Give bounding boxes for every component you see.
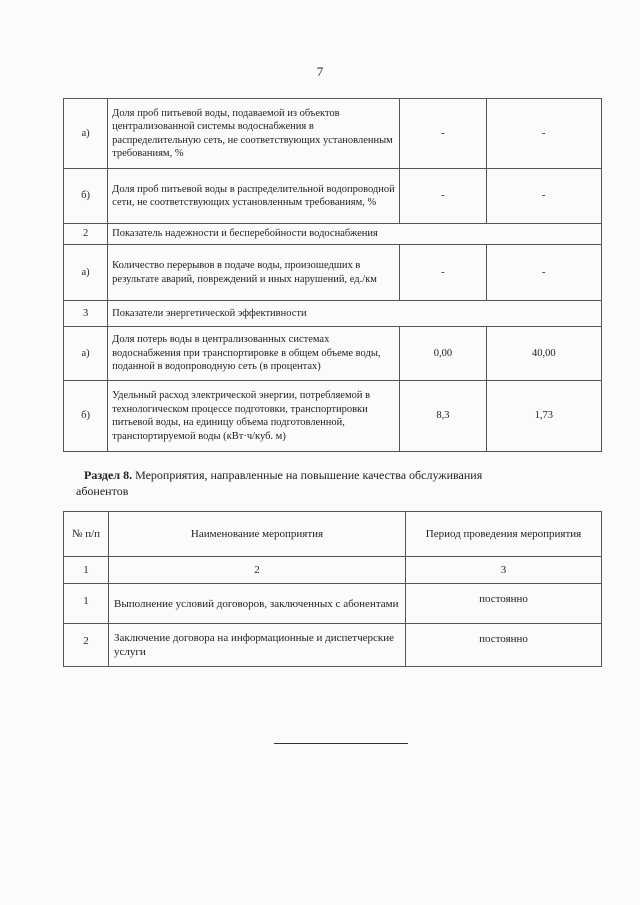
section-8-heading (76, 467, 599, 499)
page-number: 7 (316, 64, 324, 79)
index-number: 1 (64, 557, 109, 584)
indicator-value-2: - (486, 99, 601, 169)
row-number: а) (64, 327, 108, 381)
table-row (64, 301, 602, 327)
header-period: Период проведения мероприятия (406, 512, 602, 557)
header-name: Наименование мероприятия (109, 512, 406, 557)
table-row (64, 327, 602, 381)
section-title: Мероприятия, направленные на повышение качества обслуживания (135, 468, 483, 482)
indicator-name: Удельный расход электрической энергии, потребляемой в технологическом процессе подготовки, транспортировки питьевой воды, на единицу объема подготовленной, транспортируемой воды (кВт·ч/куб. м) (108, 381, 400, 452)
section-title-continuation: абонентов (76, 484, 129, 498)
table-row (64, 99, 602, 169)
row-number: 2 (64, 224, 108, 245)
row-number: б) (64, 169, 108, 224)
measure-name: Выполнение условий договоров, заключенных с абонентами (109, 584, 406, 624)
table-header-row (64, 512, 602, 557)
indicator-value-1: 8,3 (400, 381, 486, 452)
signature-line (274, 743, 408, 744)
row-number: б) (64, 381, 108, 452)
table-index-row (64, 557, 602, 584)
row-number: а) (64, 245, 108, 301)
table-row (64, 584, 602, 624)
indicator-value-2: 1,73 (486, 381, 601, 452)
row-number: а) (64, 99, 108, 169)
table-row (64, 169, 602, 224)
header-number: № п/п (64, 512, 109, 557)
indicator-value-2: 40,00 (486, 327, 601, 381)
indicator-name: Доля потерь воды в централизованных системах водоснабжения при транспортировке в общем объеме воды, поданной в водопроводную сеть (в процентах) (108, 327, 400, 381)
measure-number: 1 (64, 584, 109, 624)
indicator-value-1: - (400, 169, 486, 224)
indicator-name: Доля проб питьевой воды в распределительной водопроводной сети, не соответствующих установленным требованиям, % (108, 169, 400, 224)
measure-period: постоянно (406, 584, 602, 624)
table-row (64, 224, 602, 245)
measures-table (63, 511, 602, 667)
index-period: 3 (406, 557, 602, 584)
indicator-value-2: - (486, 245, 601, 301)
table-row (64, 245, 602, 301)
section-label: Раздел 8. (84, 468, 133, 482)
quality-indicators-table (63, 98, 602, 452)
measure-number: 2 (64, 624, 109, 667)
table-row (64, 381, 602, 452)
index-name: 2 (109, 557, 406, 584)
indicator-name: Количество перерывов в подаче воды, произошедших в результате аварий, повреждений и иных нарушений, ед./км (108, 245, 400, 301)
measure-period: постоянно (406, 624, 602, 667)
indicator-value-1: - (400, 245, 486, 301)
measure-name: Заключение договора на информационные и диспетчерские услуги (109, 624, 406, 667)
group-heading: Показатели энергетической эффективности (108, 301, 602, 327)
indicator-value-1: - (400, 99, 486, 169)
row-number: 3 (64, 301, 108, 327)
indicator-value-1: 0,00 (400, 327, 486, 381)
table-row (64, 624, 602, 667)
indicator-value-2: - (486, 169, 601, 224)
indicator-name: Доля проб питьевой воды, подаваемой из объектов централизованной системы водоснабжения в распределительную сеть, не соответствующих установленным требованиям, % (108, 99, 400, 169)
group-heading: Показатель надежности и бесперебойности водоснабжения (108, 224, 602, 245)
